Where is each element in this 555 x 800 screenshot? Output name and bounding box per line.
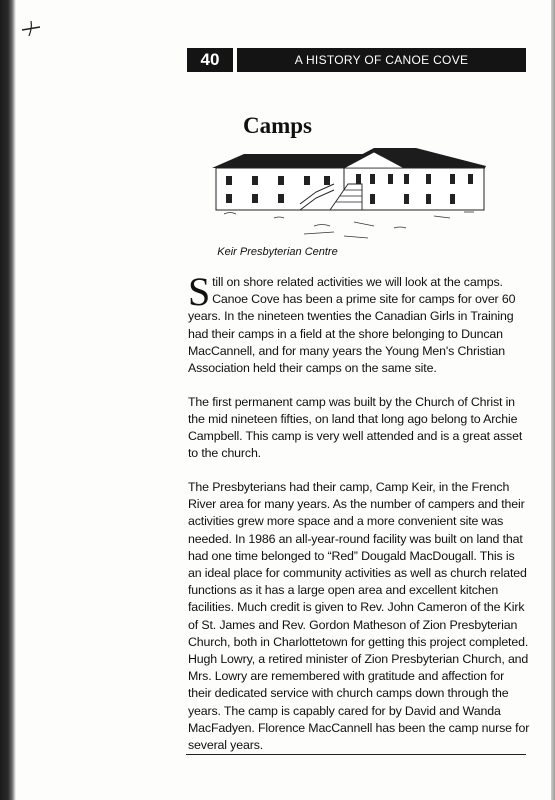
dropcap: S: [188, 269, 211, 314]
paragraph: [188, 269, 530, 377]
article-body: [188, 269, 530, 771]
paragraph-text: till on shore related activities we will look at the camps. Canoe Cove has been a prime site for camps for over 60 years. In the nineteen twenties the Canadian Girls in Training had their camps in a field at the shore belonging to Duncan MacCannell, and for many years the Young Men's Christian Association held their camps on the same site.: [188, 275, 516, 376]
section-title: Camps: [242, 113, 312, 138]
paragraph: The first permanent camp was built by the Church of Christ in the mid nineteen fifties, on land that long ago belong to Archie Campbell. This camp is very well attended and is a great asset to the church.: [188, 394, 523, 461]
paragraph: The Presbyterians had their camp, Camp Keir, in the French River area for many years. As the number of campers and their activities grew more space and a more convenient site was needed. In 1986 an all-year-round facility was built on land that had one time belonged to “Red” Dougald MacDougall. This is an ideal place for community activities as well as church related functions as it has a large open area and excellent kitchen facilities. Much credit is given to Rev. John Cameron of the Kirk of St. James and Rev. Gordon Matheson of Zion Presbyterian Church, both in Charlottetown for getting this project completed. Hugh Lowry, a retired minister of Zion Presbyterian Church, and Mrs. Lowry are remembered with gratitude and affection for their dedicated service with church camps down through the years. The camp is capably cared for by David and Wanda MacFadyen. Florence MacCannell has been the camp nurse for several years.: [188, 480, 530, 753]
running-header: [237, 48, 526, 72]
pen-mark-icon: [20, 18, 44, 38]
book-title: A HISTORY OF CANOE COVE: [294, 53, 469, 67]
page-number: 40: [187, 48, 233, 72]
footer-rule: [186, 754, 526, 755]
building-sketch-icon: [204, 146, 494, 246]
illustration-caption: Keir Presbyterian Centre: [217, 246, 338, 258]
